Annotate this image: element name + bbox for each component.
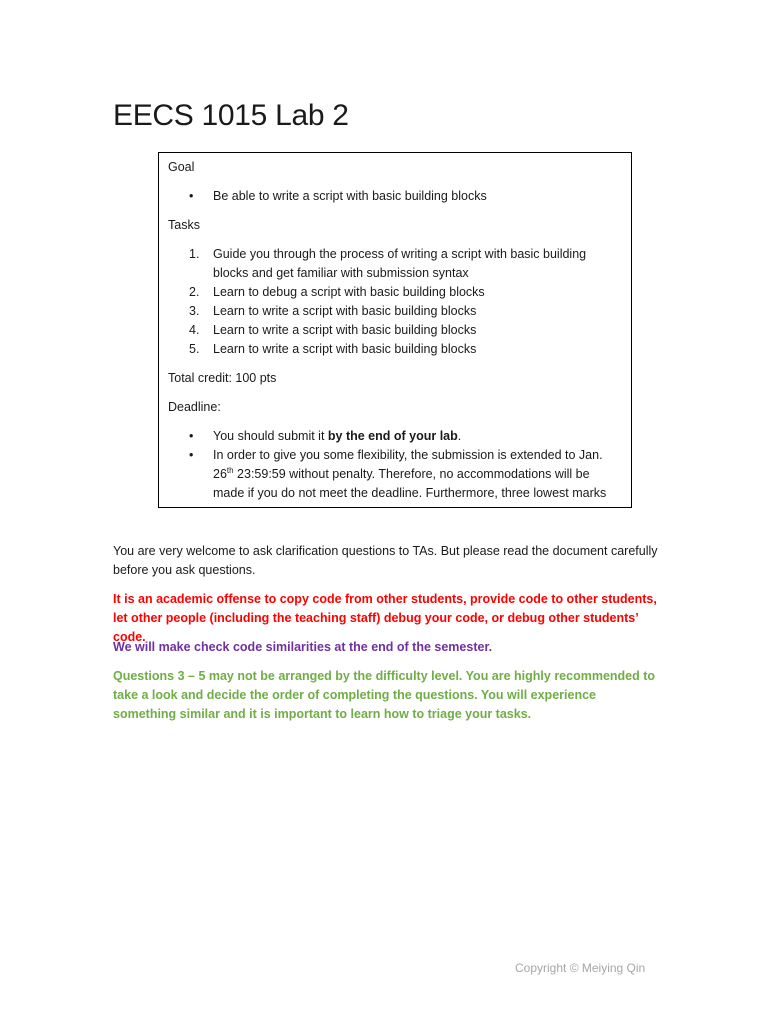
task-item [168, 321, 622, 340]
goal-list [168, 187, 622, 206]
task-text: Guide you through the process of writing a script with basic building blocks and get familiar with submission syntax [213, 247, 587, 280]
extension-text-before: In order to give you some flexibility, the submission is extended to Jan. 26 [213, 448, 603, 481]
page-title: EECS 1015 Lab 2 [113, 99, 349, 132]
task-number: 5. [189, 342, 200, 356]
lab-summary-box [158, 152, 632, 508]
extension-text-after: 23:59:59 without penalty. Therefore, no accommodations will be made if you do not meet the deadline. Furthermore, three lowest marks [213, 467, 607, 500]
task-item [168, 245, 622, 283]
deadline-text-after: . [457, 429, 462, 443]
deadline-item [168, 446, 622, 503]
task-number: 4. [189, 323, 200, 337]
task-item [168, 340, 622, 359]
academic-offense-warning: It is an academic offense to copy code from other students, provide code to other students, let other people (including the teaching staff) debug your code, or debug other students’ code. [113, 592, 657, 644]
task-list [168, 245, 622, 359]
task-text: Learn to debug a script with basic building blocks [213, 285, 485, 299]
goal-item-text: Be able to write a script with basic building blocks [213, 189, 487, 203]
question-order-note: Questions 3 – 5 may not be arranged by the difficulty level. You are highly recommended to take a look and decide the order of completing the questions. You will experience something similar and it is important to learn how to triage your tasks. [113, 669, 656, 721]
bullet-icon: • [189, 448, 194, 462]
task-number: 1. [189, 247, 200, 261]
goal-label: Goal [168, 160, 195, 174]
deadline-label: Deadline: [168, 400, 221, 414]
similarity-check-notice: We will make check code similarities at the end of the semester. [113, 640, 493, 654]
extension-date-suffix: th [226, 465, 234, 475]
task-text: Learn to write a script with basic building blocks [213, 323, 477, 337]
goal-item [168, 187, 622, 206]
task-text: Learn to write a script with basic building blocks [213, 304, 477, 318]
bullet-icon: • [189, 429, 194, 443]
task-item [168, 302, 622, 321]
bullet-icon: • [189, 189, 194, 203]
task-item [168, 283, 622, 302]
task-text: Learn to write a script with basic building blocks [213, 342, 477, 356]
welcome-paragraph: You are very welcome to ask clarification questions to TAs. But please read the document carefully before you ask questions. [113, 544, 658, 577]
deadline-text-before: You should submit it [213, 429, 328, 443]
total-credit: Total credit: 100 pts [168, 371, 277, 385]
copyright-footer: Copyright © Meiying Qin [515, 961, 646, 975]
deadline-list [168, 427, 622, 503]
deadline-emphasis: by the end of your lab [327, 429, 458, 443]
task-number: 2. [189, 285, 200, 299]
deadline-item [168, 427, 622, 446]
task-number: 3. [189, 304, 200, 318]
tasks-label: Tasks [168, 218, 200, 232]
